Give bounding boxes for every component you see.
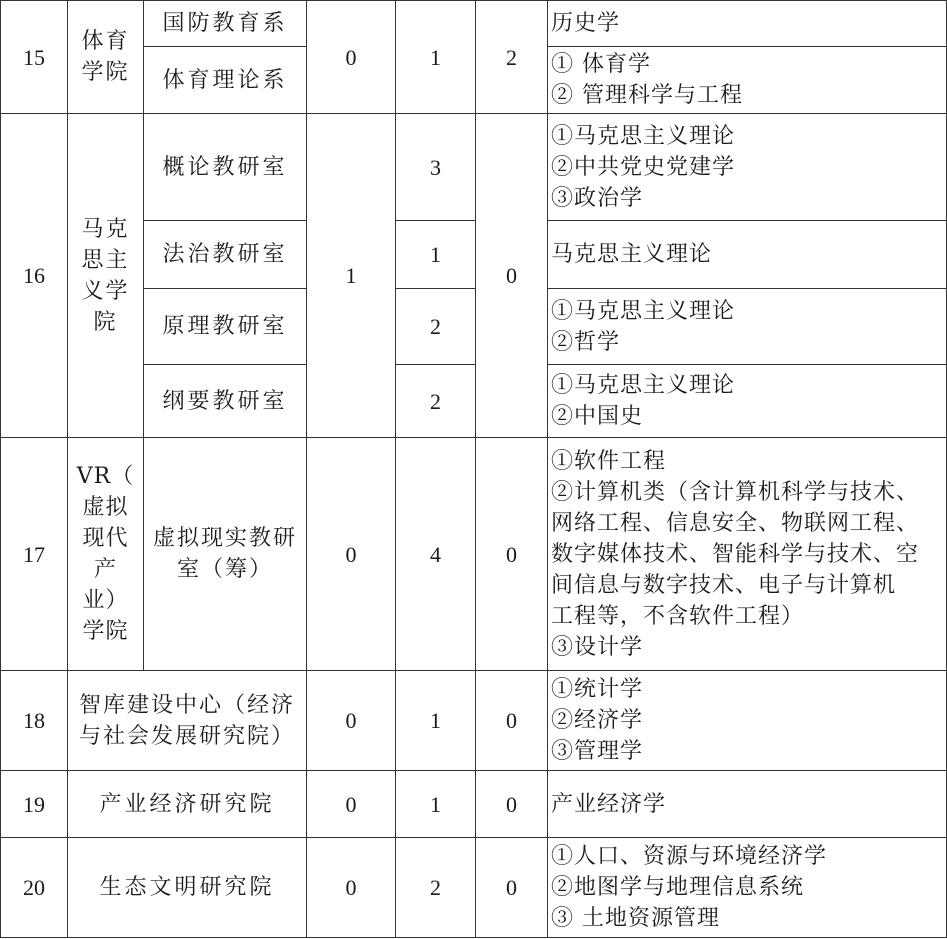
major-item: ②地图学与地理信息系统 [551,875,805,900]
table-row-16 [1,114,947,221]
count-a: 0 [307,1,396,114]
majors-cell [548,438,947,671]
major-item: 间信息与数字技术、电子与计算机 [551,572,897,598]
majors-cell [548,771,947,838]
major-item: ③设计学 [551,634,644,660]
department-name: 体育理论系 [144,47,307,114]
unit-name: 智库建设中心（经济 与社会发展研究院） [68,671,307,771]
department-name: 原理教研室 [144,289,307,365]
majors-cell [548,1,947,47]
major-item: ②计算机类（含计算机科学与技术、 [551,479,920,505]
count-b: 3 [396,114,476,221]
unit-name: 产业经济研究院 [68,771,307,838]
major-item: ②中共党史党建学 [551,154,736,180]
count-a: 0 [307,671,396,771]
major-item: ②经济学 [551,708,644,733]
table-row-17 [1,438,947,671]
majors-cell [548,221,947,289]
count-c: 0 [476,671,548,771]
major-item: 网络工程、信息安全、物联网工程、 [551,510,920,536]
department-name: 法治教研室 [144,221,307,289]
major-item: ①人口、资源与环境经济学 [551,844,828,869]
college-name: 马克 思主 义学 院 [68,114,144,438]
table-row-19 [1,771,947,838]
major-item: ②哲学 [551,329,621,355]
major-item: 工程等，不含软件工程） [551,603,805,629]
table-row-20 [1,838,947,938]
count-b: 2 [396,838,476,938]
major-item: 产业经济学 [551,791,667,817]
table-row-15 [1,1,947,47]
department-name: 虚拟现实教研 室（筹） [144,438,307,671]
count-c: 0 [476,771,548,838]
majors-cell [548,114,947,221]
major-item: ③ 土地资源管理 [551,906,720,931]
count-b: 1 [396,1,476,114]
majors-cell [548,671,947,771]
majors-cell [548,838,947,938]
count-b: 1 [396,221,476,289]
count-a: 0 [307,438,396,671]
major-item: ③管理学 [551,739,644,764]
count-b: 2 [396,289,476,365]
count-c: 0 [476,838,548,938]
row-number: 18 [1,671,68,771]
count-a: 0 [307,771,396,838]
major-item: ② 管理科学与工程 [551,83,743,108]
row-number: 16 [1,114,68,438]
row-number: 15 [1,1,68,114]
major-item: 马克思主义理论 [551,242,713,267]
count-c: 0 [476,438,548,671]
major-item: ③政治学 [551,185,644,211]
count-b: 4 [396,438,476,671]
major-item: ①马克思主义理论 [551,373,736,398]
majors-cell [548,47,947,114]
count-b: 2 [396,365,476,438]
count-c: 0 [476,114,548,438]
row-number: 17 [1,438,68,671]
major-item: ②中国史 [551,404,644,429]
majors-cell [548,289,947,365]
table-row-18 [1,671,947,771]
unit-name: 生态文明研究院 [68,838,307,938]
major-item: ① 体育学 [551,52,651,77]
major-item: ①统计学 [551,677,644,702]
college-name: 体育 学院 [68,1,144,114]
major-item: ①马克思主义理论 [551,123,736,149]
major-item: ①软件工程 [551,448,667,474]
majors-cell [548,365,947,438]
major-item: 历史学 [551,11,621,36]
count-c: 2 [476,1,548,114]
row-number: 19 [1,771,68,838]
department-name: 纲要教研室 [144,365,307,438]
count-a: 0 [307,838,396,938]
department-name: 概论教研室 [144,114,307,221]
row-number: 20 [1,838,68,938]
department-name: 国防教育系 [144,1,307,47]
major-item: 数字媒体技术、智能科学与技术、空 [551,541,920,567]
count-a: 1 [307,114,396,438]
count-b: 1 [396,771,476,838]
count-b: 1 [396,671,476,771]
major-item: ①马克思主义理论 [551,298,736,324]
college-name: VR（ 虚拟 现代 产 业） 学院 [68,438,144,671]
